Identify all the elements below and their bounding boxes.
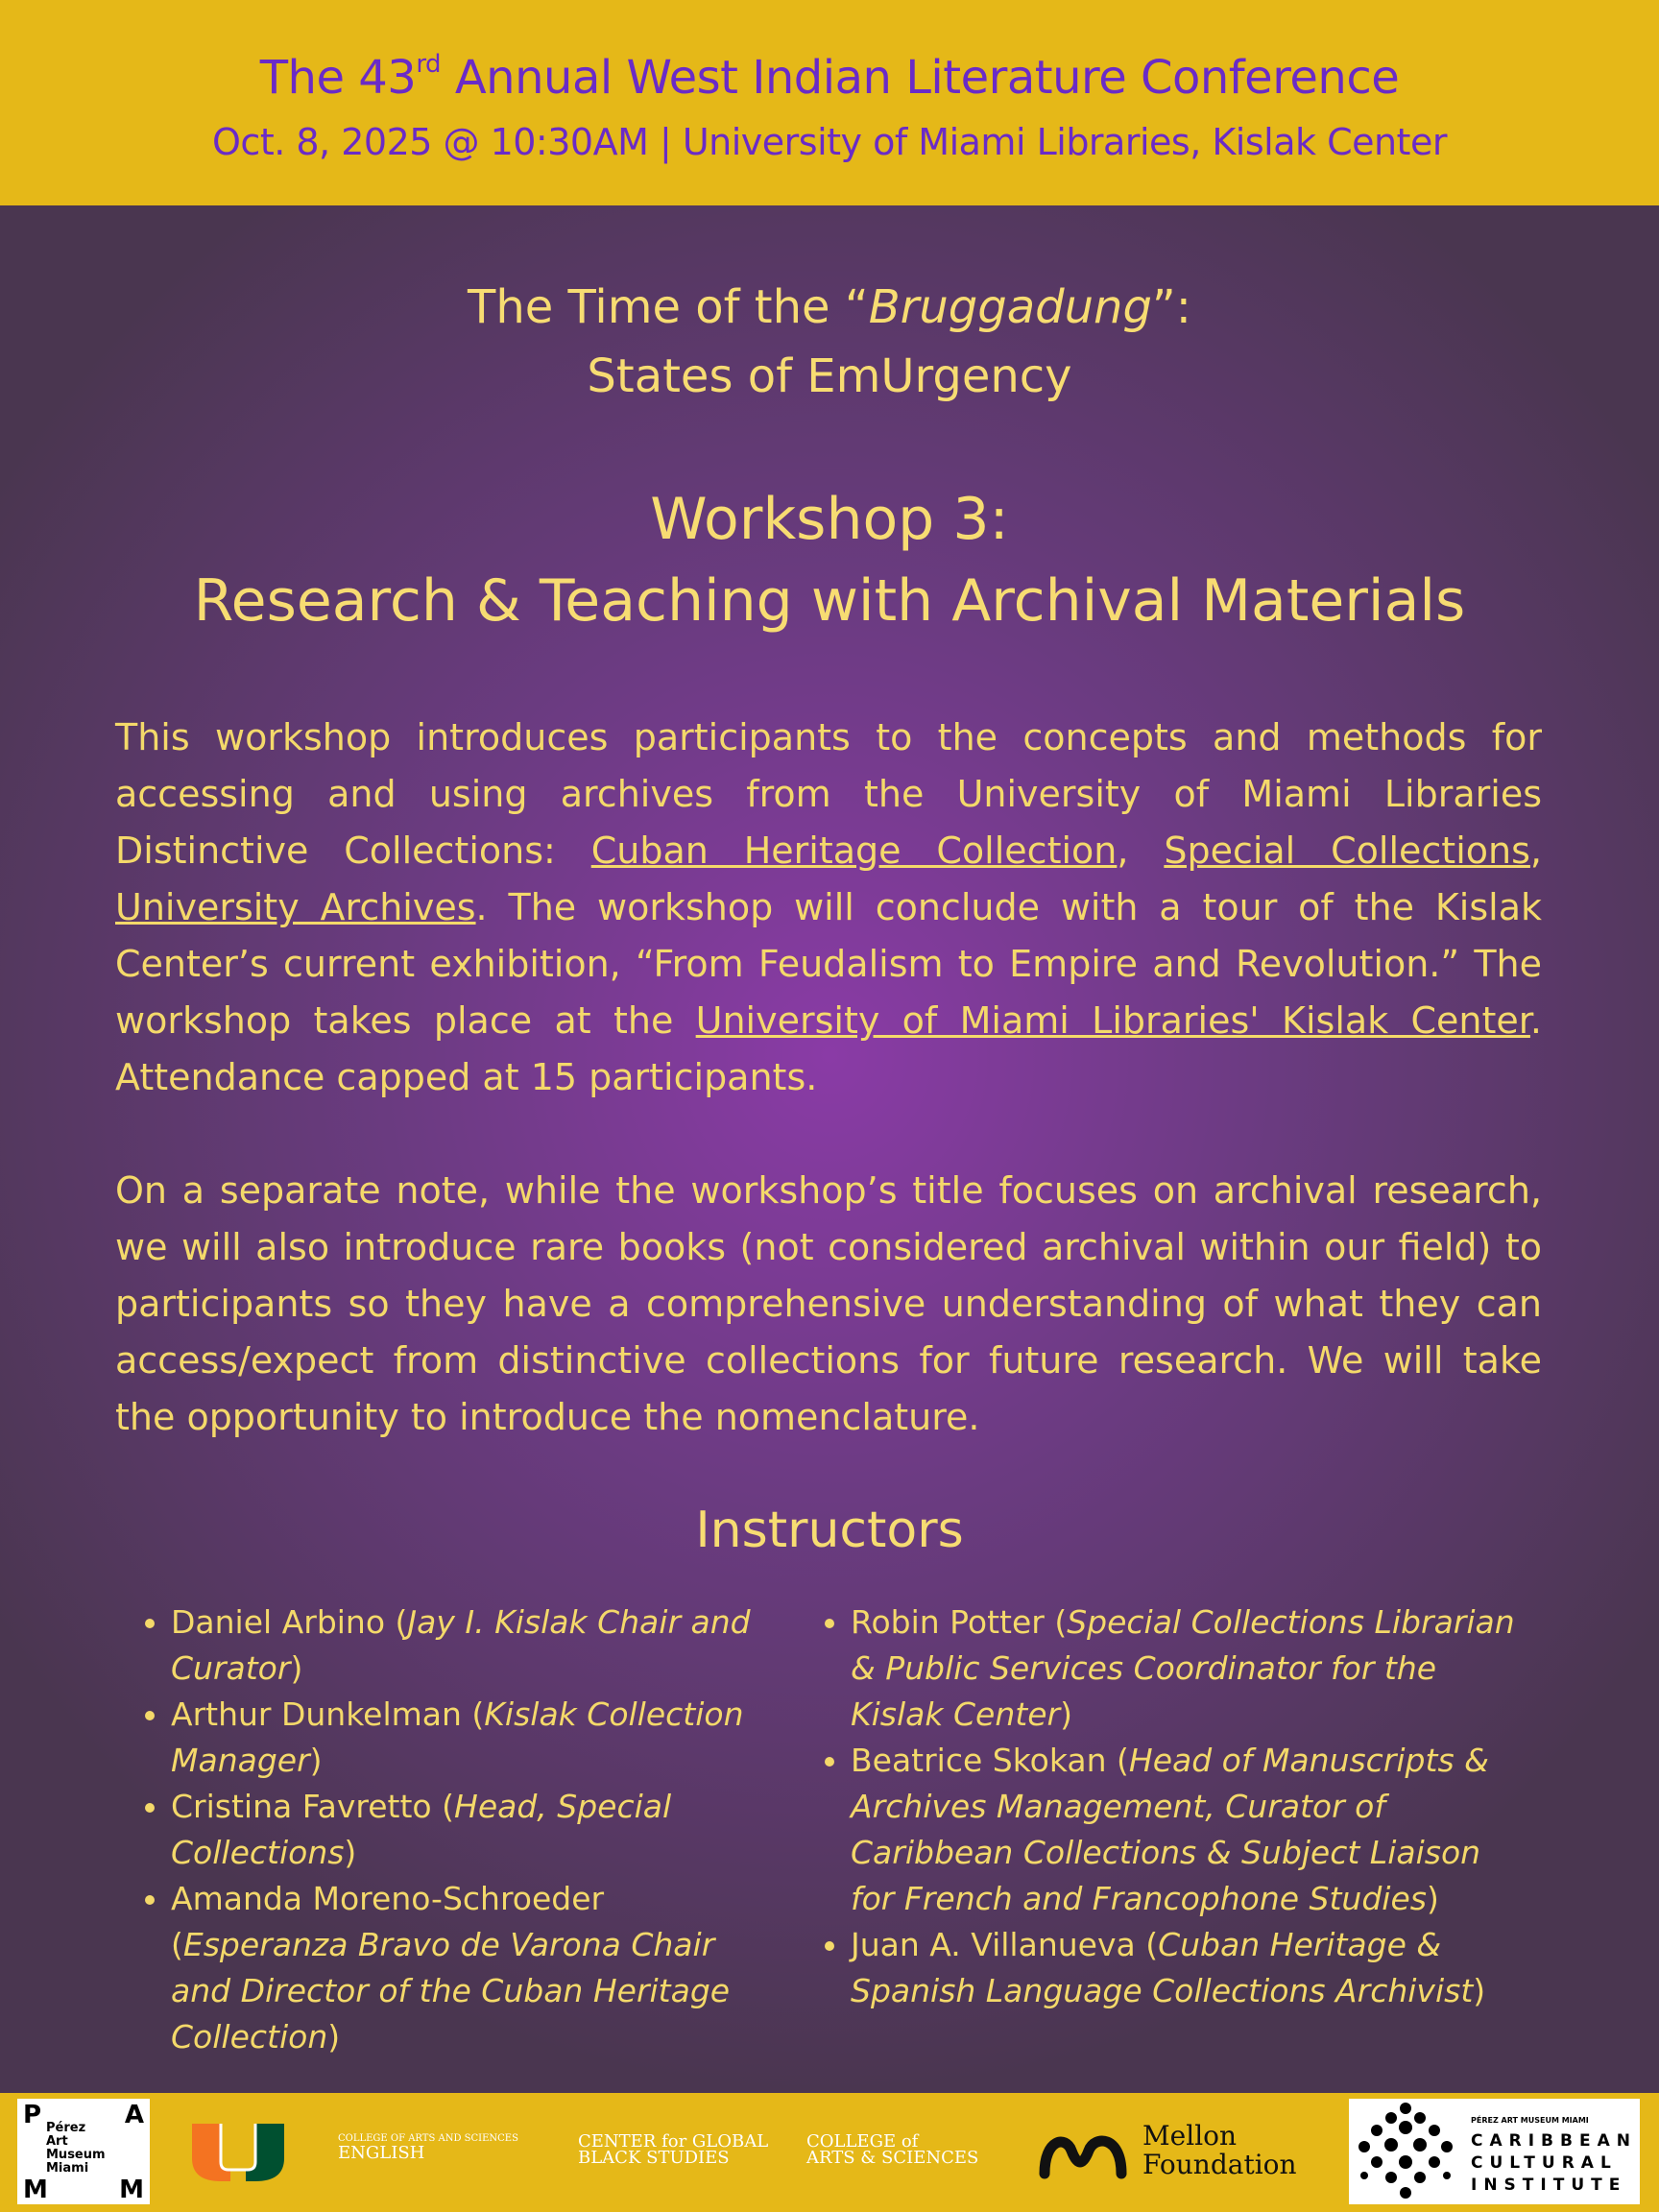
instructor-role: Jay I. Kislak Chair and Curator — [171, 1603, 751, 1687]
paren-close: ) — [1060, 1695, 1072, 1733]
instructor-item — [851, 1738, 1515, 1922]
pam-letter: M — [119, 2176, 144, 2204]
instructor-role: Special Collections Librarian & Public Services Coordinator for the Kislak Center — [851, 1603, 1515, 1733]
instructor-list — [824, 1599, 1515, 2014]
conference-date-venue: Oct. 8, 2025 @ 10:30AM | University of Miami Libraries, Kislak Center — [212, 121, 1447, 163]
flyer-body — [0, 205, 1659, 2093]
instructors-right-column — [824, 1599, 1515, 2014]
instructor-name: Beatrice Skokan — [851, 1742, 1107, 1779]
cci-dot — [1414, 2112, 1426, 2124]
pam-letter: A — [124, 2101, 144, 2129]
center-global-black-studies-logo — [578, 2133, 768, 2166]
paren-close: ) — [309, 1742, 323, 1779]
instructor-name: Juan A. Villanueva — [851, 1926, 1136, 1963]
cci-dots-icon — [1353, 2099, 1458, 2204]
instructor-item — [851, 1922, 1515, 2014]
instructor-role: Esperanza Bravo de Varona Chair and Director of the Cuban Heritage Collection — [171, 1926, 731, 2056]
conference-title — [0, 50, 1659, 105]
description-text: This workshop introduces participants to the concepts and methods for accessing and using archives from the University of Miami Libraries Distinctive Collections: — [115, 716, 1542, 872]
instructor-item — [171, 1876, 778, 2060]
mellon-foundation-logo — [1037, 2120, 1297, 2183]
theme-title — [0, 273, 1659, 411]
cci-dot — [1399, 2121, 1412, 2134]
title-text: The 43 — [259, 51, 417, 105]
paren-open: ( — [1106, 1742, 1129, 1779]
paren-close: ) — [1426, 1880, 1439, 1917]
cci-dot — [1443, 2172, 1451, 2179]
mellon-mark-icon — [1037, 2122, 1133, 2183]
title-ordinal: rd — [416, 50, 442, 79]
paren-open: ( — [385, 1603, 408, 1641]
cci-dot — [1400, 2187, 1411, 2199]
cci-dot — [1358, 2141, 1370, 2152]
pam-name — [46, 2122, 106, 2176]
instructor-item — [171, 1692, 778, 1784]
english-logo-small: COLLEGE OF ARTS AND SCIENCES — [338, 2133, 518, 2144]
theme-text-end: ”: — [1151, 280, 1191, 334]
pam-name-line: Art — [46, 2134, 68, 2149]
kislak-center-link[interactable]: University of Miami Libraries' Kislak Center — [695, 999, 1530, 1042]
workshop-title — [0, 479, 1659, 642]
cci-dot — [1414, 2172, 1426, 2183]
cgbs-line: CENTER for GLOBAL — [578, 2131, 769, 2152]
workshop-number: Workshop 3: — [650, 486, 1009, 553]
instructor-name: Robin Potter — [851, 1603, 1045, 1641]
pam-letter: M — [23, 2176, 48, 2204]
paren-close: ) — [344, 1834, 357, 1871]
paren-open: ( — [431, 1788, 454, 1825]
separator: , — [1529, 830, 1542, 872]
pam-name-line: Pérez — [46, 2121, 86, 2135]
paren-open: ( — [461, 1695, 485, 1733]
instructor-list — [144, 1599, 778, 2060]
cas-line: COLLEGE of — [806, 2131, 919, 2152]
cci-dot — [1399, 2155, 1412, 2169]
theme-text: The Time of the “ — [468, 280, 869, 334]
mellon-line: Foundation — [1142, 2149, 1297, 2180]
cci-small-text: PÉREZ ART MUSEUM MIAMI — [1471, 2116, 1589, 2125]
english-logo-text: ENGLISH — [338, 2143, 425, 2163]
cci-line: INSTITUTE — [1471, 2176, 1627, 2195]
theme-subtitle: States of EmUrgency — [587, 349, 1072, 403]
paren-close: ) — [1473, 1972, 1486, 2009]
cas-line: ARTS & SCIENCES — [806, 2148, 979, 2168]
pam-name-line: Miami — [46, 2161, 89, 2176]
university-of-miami-u-logo — [192, 2120, 284, 2185]
instructor-item — [171, 1599, 778, 1692]
cci-dot — [1371, 2125, 1382, 2136]
mellon-line: Mellon — [1142, 2120, 1238, 2152]
paren-open: ( — [1044, 1603, 1068, 1641]
sponsor-footer — [0, 2093, 1659, 2212]
instructor-name: Arthur Dunkelman — [171, 1695, 462, 1733]
note-paragraph: On a separate note, while the workshop’s title focuses on archival research, we will also introduce rare books (not considered archival within our field) to participants so they have a comprehensive understanding of what they can access/expect from distinctive collections for future research. We will take the opportunity to introduce the nomenclature. — [115, 1169, 1542, 1438]
instructor-item — [851, 1599, 1515, 1738]
workshop-name: Research & Teaching with Archival Materials — [193, 567, 1466, 635]
cci-dot — [1360, 2172, 1368, 2179]
pam-logo — [17, 2099, 150, 2204]
conference-header — [0, 0, 1659, 205]
cci-dot — [1429, 2156, 1440, 2168]
instructor-name: Amanda Moreno-Schroeder — [171, 1880, 605, 1917]
cci-dot — [1400, 2103, 1411, 2114]
paren-open: ( — [171, 1926, 183, 1963]
paren-close: ) — [327, 2018, 341, 2056]
pam-name-line: Museum — [46, 2148, 106, 2162]
cci-line: CULTURAL — [1471, 2153, 1618, 2173]
college-arts-sciences-logo — [806, 2133, 978, 2166]
description-text: . The workshop will conclude with a tour of the Kislak Center’s current exhibition, “From Feudalism to Empire and Revolution.” The workshop takes place at the — [115, 886, 1543, 1042]
cci-dot — [1384, 2138, 1398, 2152]
instructor-name: Daniel Arbino — [171, 1603, 386, 1641]
paren-open: ( — [1135, 1926, 1159, 1963]
cci-dot — [1429, 2125, 1440, 2136]
instructor-name: Cristina Favretto — [171, 1788, 432, 1825]
cci-dot — [1413, 2138, 1427, 2152]
cgbs-line: BLACK STUDIES — [578, 2148, 730, 2168]
university-archives-link[interactable]: University Archives — [115, 886, 476, 928]
instructors-left-column — [144, 1599, 778, 2060]
separator: , — [1117, 830, 1165, 872]
cci-name — [1471, 2130, 1637, 2197]
instructor-item — [171, 1784, 778, 1876]
cci-dot — [1385, 2172, 1397, 2183]
description-text: . Attendance capped at 15 participants. — [115, 999, 1543, 1098]
title-text-rest: Annual West Indian Literature Conference — [441, 51, 1400, 105]
paren-close: ) — [290, 1649, 303, 1687]
instructor-role: Head of Manuscripts & Archives Management, Curator of Caribbean Collections & Subject Liaison for French and Francophone Studies — [851, 1742, 1489, 1917]
cci-dot — [1385, 2112, 1397, 2124]
instructor-role: Kislak Collection Manager — [171, 1695, 744, 1779]
caribbean-cultural-institute-logo — [1349, 2099, 1640, 2204]
english-logo — [338, 2133, 518, 2163]
pam-letter: P — [23, 2101, 42, 2129]
instructor-role: Head, Special Collections — [171, 1788, 672, 1871]
cuban-heritage-link[interactable]: Cuban Heritage Collection — [590, 830, 1118, 872]
instructors-heading: Instructors — [695, 1502, 964, 1559]
description-paragraph — [115, 709, 1542, 1106]
instructor-role: Cuban Heritage & Spanish Language Collections Archivist — [851, 1926, 1474, 2009]
cci-dot — [1441, 2141, 1453, 2152]
cci-dot — [1371, 2156, 1382, 2168]
mellon-name — [1142, 2122, 1297, 2179]
special-collections-link[interactable]: Special Collections — [1164, 830, 1530, 872]
theme-italic: Bruggadung — [868, 280, 1152, 334]
cci-line: CARIBBEAN — [1471, 2131, 1637, 2151]
